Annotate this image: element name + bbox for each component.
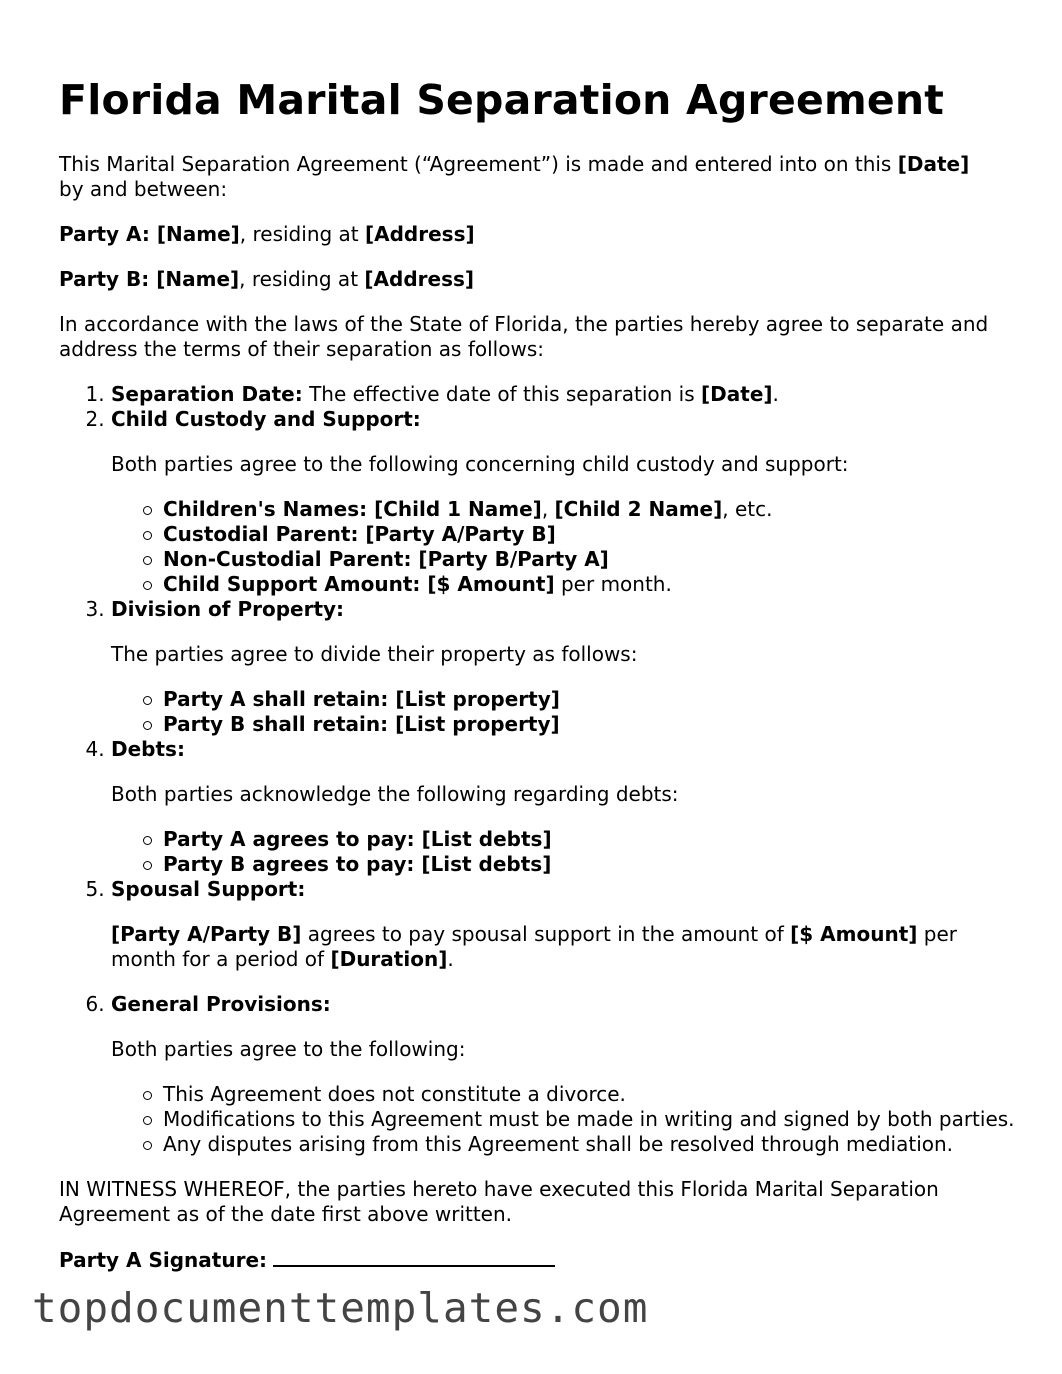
- child-support-amount: Child Support Amount: [$ Amount]: [163, 572, 555, 596]
- list-item: This Agreement does not constitute a divorce.: [163, 1082, 1019, 1107]
- section-heading: Spousal Support:: [111, 877, 306, 901]
- per-month-text: per month.: [554, 572, 672, 596]
- debts-list: [111, 827, 1019, 877]
- document-page: [59, 74, 1019, 1293]
- section-text: Both parties agree to the following:: [111, 1037, 466, 1061]
- list-item: [163, 497, 1019, 522]
- intro-paragraph: [59, 152, 1019, 202]
- party-b-residing: , residing at: [239, 267, 365, 291]
- signature-a-field[interactable]: [273, 1247, 555, 1267]
- list-item-text: Party A agrees to pay: [List debts]: [163, 827, 552, 851]
- custodial-parent: Custodial Parent: [Party A/Party B]: [163, 522, 556, 546]
- spousal-support-text: [111, 922, 1019, 972]
- section-heading: General Provisions:: [111, 992, 331, 1016]
- party-a-line: [59, 222, 1019, 247]
- list-item: [163, 687, 1019, 712]
- intro-text: This Marital Separation Agreement (“Agreement”) is made and entered into on this: [59, 152, 898, 176]
- property-list: [111, 687, 1019, 737]
- section-separation-date: [111, 382, 1019, 407]
- party-a-residing: , residing at: [239, 222, 365, 246]
- list-item: Any disputes arising from this Agreement shall be resolved through mediation.: [163, 1132, 1019, 1157]
- signature-a-label: Party A Signature:: [59, 1248, 268, 1272]
- section-heading: Debts:: [111, 737, 185, 761]
- intro-date-placeholder: [Date]: [897, 152, 970, 176]
- section-text: The effective date of this separation is: [302, 382, 702, 406]
- section-text: per month for a period of: [111, 922, 957, 971]
- list-item: [163, 572, 1019, 597]
- party-b-label: Party B: [Name]: [59, 267, 240, 291]
- section-heading: Child Custody and Support:: [111, 407, 421, 431]
- party-a-address: [Address]: [365, 222, 475, 246]
- section-general-provisions: [111, 992, 1019, 1157]
- child-2-placeholder: [Child 2 Name]: [554, 497, 723, 521]
- party-a-label: Party A: [Name]: [59, 222, 240, 246]
- list-item: [163, 547, 1019, 572]
- section-text: agrees to pay spousal support in the amount of: [301, 922, 791, 946]
- party-b-line: [59, 267, 1019, 292]
- section-heading: Division of Property:: [111, 597, 345, 621]
- list-item-text: Party B shall retain: [List property]: [163, 712, 560, 736]
- party-b-address: [Address]: [364, 267, 475, 291]
- list-item: [163, 852, 1019, 877]
- section-spousal-support: [111, 877, 1019, 972]
- list-item: [163, 827, 1019, 852]
- punctuation: .: [772, 382, 779, 406]
- list-item-text: Party A shall retain: [List property]: [163, 687, 560, 711]
- date-placeholder: [Date]: [701, 382, 773, 406]
- provisions-list: [111, 1082, 1019, 1157]
- intro-text-after: by and between:: [59, 177, 228, 201]
- list-item: [163, 712, 1019, 737]
- section-heading: Separation Date:: [111, 382, 303, 406]
- section-child-custody: [111, 407, 1019, 597]
- list-item: Modifications to this Agreement must be made in writing and signed by both parties.: [163, 1107, 1019, 1132]
- section-text: Both parties agree to the following concerning child custody and support:: [111, 452, 849, 476]
- section-debts: [111, 737, 1019, 877]
- duration-placeholder: [Duration]: [330, 947, 448, 971]
- list-item: [163, 522, 1019, 547]
- etc-text: , etc.: [722, 497, 773, 521]
- signature-a-line: [59, 1247, 1019, 1273]
- non-custodial-parent: Non-Custodial Parent: [Party B/Party A]: [163, 547, 609, 571]
- separator: ,: [541, 497, 555, 521]
- children-names-label: Children's Names: [Child 1 Name]: [163, 497, 542, 521]
- list-item-text: Party B agrees to pay: [List debts]: [163, 852, 552, 876]
- section-text: The parties agree to divide their property as follows:: [111, 642, 638, 666]
- accordance-paragraph: In accordance with the laws of the State of Florida, the parties hereby agree to separate and address the terms of their separation as follows:: [59, 312, 989, 361]
- document-title: Florida Marital Separation Agreement: [59, 76, 945, 124]
- section-division-of-property: [111, 597, 1019, 737]
- custody-list: [111, 497, 1019, 597]
- section-text: Both parties acknowledge the following regarding debts:: [111, 782, 679, 806]
- punctuation: .: [447, 947, 454, 971]
- party-placeholder: [Party A/Party B]: [111, 922, 302, 946]
- watermark: topdocumenttemplates.com: [32, 1284, 649, 1332]
- sections-list: [59, 382, 1019, 1157]
- witness-paragraph: IN WITNESS WHEREOF, the parties hereto have executed this Florida Marital Separation Agreement as of the date first above written.: [59, 1177, 939, 1226]
- amount-placeholder: [$ Amount]: [790, 922, 918, 946]
